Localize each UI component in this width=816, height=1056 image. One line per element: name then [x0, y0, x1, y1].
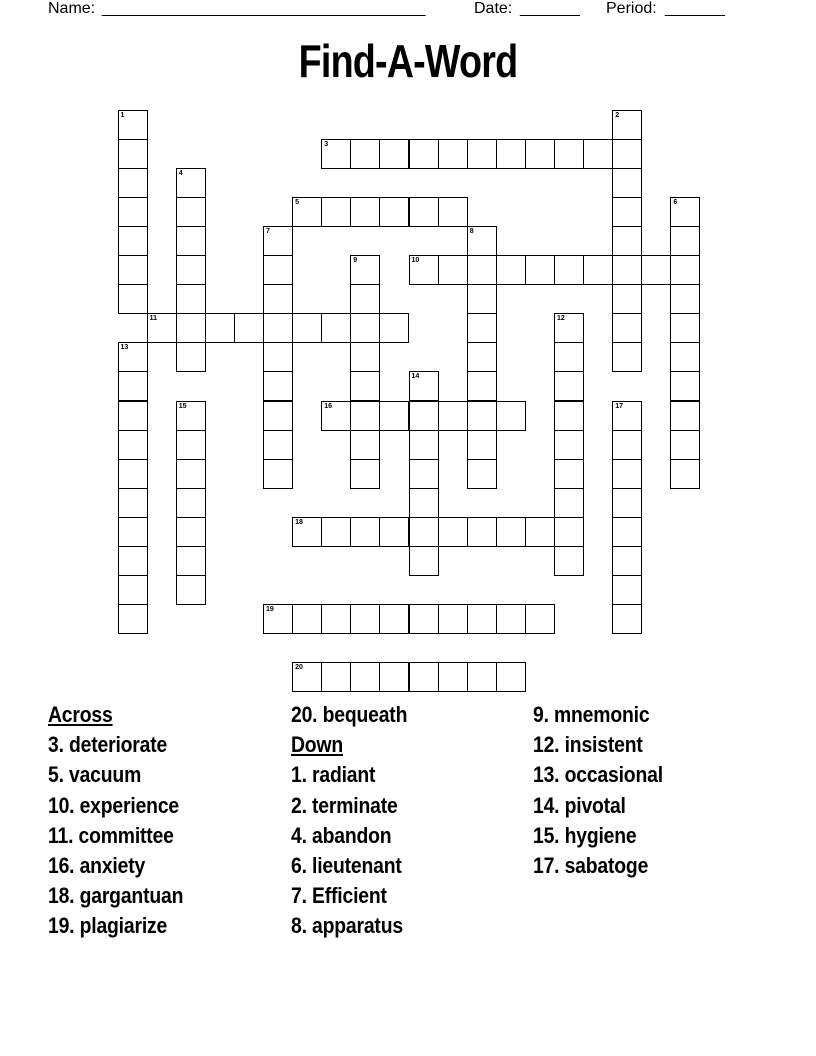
crossword-cell[interactable] — [409, 488, 439, 518]
crossword-cell[interactable] — [670, 255, 700, 285]
clue-down: 9. mnemonic — [533, 702, 650, 727]
crossword-cell[interactable] — [118, 197, 148, 227]
crossword-cell[interactable] — [612, 255, 642, 285]
name-label: Name: — [48, 0, 96, 17]
crossword-cell[interactable] — [263, 371, 293, 401]
crossword-cell[interactable] — [554, 371, 584, 401]
crossword-cell[interactable] — [176, 313, 206, 343]
page-title: Find-A-Word — [298, 35, 518, 87]
crossword-cell[interactable] — [612, 401, 642, 431]
crossword-cell[interactable] — [554, 139, 584, 169]
crossword-cell[interactable] — [409, 139, 439, 169]
crossword-cell[interactable] — [321, 517, 351, 547]
crossword-cell[interactable] — [554, 517, 584, 547]
crossword-cell[interactable] — [118, 459, 148, 489]
crossword-cell[interactable] — [525, 604, 555, 634]
crossword-cell[interactable] — [612, 459, 642, 489]
clue-number: 14 — [411, 373, 420, 381]
crossword-cell[interactable] — [379, 313, 409, 343]
crossword-cell[interactable] — [496, 662, 526, 692]
clue-number: 17 — [615, 402, 623, 410]
crossword-cell[interactable] — [670, 459, 700, 489]
crossword-cell[interactable] — [118, 401, 148, 431]
crossword-cell[interactable] — [118, 430, 148, 460]
crossword-cell[interactable] — [118, 575, 148, 605]
crossword-cell[interactable] — [612, 488, 642, 518]
crossword-cell[interactable] — [176, 459, 206, 489]
crossword-cell[interactable] — [670, 342, 700, 372]
crossword-cell[interactable] — [612, 313, 642, 343]
clue-across: 18. gargantuan — [48, 883, 184, 909]
crossword-cell[interactable] — [438, 604, 468, 634]
crossword-cell[interactable] — [641, 255, 671, 285]
crossword-cell[interactable] — [321, 139, 351, 169]
crossword-cell[interactable] — [438, 517, 468, 547]
crossword-cell[interactable] — [176, 401, 206, 431]
crossword-cell[interactable] — [350, 255, 380, 285]
crossword-cell[interactable] — [350, 459, 380, 489]
crossword-cell[interactable] — [467, 459, 497, 489]
crossword-cell[interactable] — [670, 313, 700, 343]
crossword-cell[interactable] — [176, 517, 206, 547]
clue-number: 8 — [469, 227, 474, 235]
clue-number: 12 — [557, 315, 565, 323]
crossword-cell[interactable] — [670, 401, 700, 431]
name-blank: ______________________________________ — [102, 0, 425, 17]
crossword-cell[interactable] — [350, 371, 380, 401]
crossword-cell[interactable] — [118, 139, 148, 169]
crossword-cell[interactable] — [118, 342, 148, 372]
crossword-cell[interactable] — [467, 139, 497, 169]
crossword-cell[interactable] — [350, 662, 380, 692]
clue-number: 6 — [673, 198, 678, 206]
crossword-cell[interactable] — [234, 313, 264, 343]
crossword-cell[interactable] — [350, 604, 380, 634]
clue-down: 6. lieutenant — [291, 853, 402, 879]
crossword-cell[interactable] — [118, 371, 148, 401]
crossword-cell[interactable] — [409, 517, 439, 547]
clue-number: 9 — [353, 257, 358, 264]
crossword-cell[interactable] — [467, 371, 497, 401]
crossword-cell[interactable] — [554, 313, 584, 343]
crossword-cell[interactable] — [612, 197, 642, 227]
crossword-cell[interactable] — [612, 139, 642, 169]
crossword-cell[interactable] — [292, 517, 322, 547]
crossword-cell[interactable] — [350, 197, 380, 227]
clue-across: 11. committee — [48, 822, 174, 848]
clue-number: 16 — [324, 402, 332, 410]
crossword-cell[interactable] — [467, 255, 497, 285]
crossword-cell[interactable] — [525, 139, 555, 169]
clue-down: 17. sabatoge — [533, 853, 649, 879]
clue-down: 15. hygiene — [533, 822, 637, 848]
crossword-cell[interactable] — [583, 255, 613, 285]
crossword-cell[interactable] — [263, 430, 293, 460]
crossword-cell[interactable] — [496, 255, 526, 285]
crossword-cell[interactable] — [321, 604, 351, 634]
crossword-cell[interactable] — [554, 459, 584, 489]
crossword-cell[interactable] — [379, 517, 409, 547]
crossword-cell[interactable] — [263, 401, 293, 431]
crossword-cell[interactable] — [350, 342, 380, 372]
clue-down: 4. abandon — [291, 822, 392, 848]
crossword-cell[interactable] — [379, 139, 409, 169]
crossword-cell[interactable] — [350, 430, 380, 460]
crossword-cell[interactable] — [350, 517, 380, 547]
crossword-cell[interactable] — [583, 139, 613, 169]
crossword-cell[interactable] — [612, 575, 642, 605]
clue-number: 18 — [295, 518, 303, 526]
crossword-cell[interactable] — [438, 255, 468, 285]
crossword-cell[interactable] — [612, 226, 642, 256]
clue-number: 3 — [324, 140, 329, 148]
crossword-cell[interactable] — [409, 459, 439, 489]
crossword-cell[interactable] — [118, 604, 148, 634]
crossword-cell[interactable] — [409, 401, 439, 431]
crossword-cell[interactable] — [118, 255, 148, 285]
crossword-cell[interactable] — [176, 284, 206, 314]
crossword-cell[interactable] — [409, 430, 439, 460]
crossword-cell[interactable] — [525, 517, 555, 547]
crossword-cell[interactable] — [467, 604, 497, 634]
crossword-cell[interactable] — [147, 313, 177, 343]
crossword-cell[interactable] — [554, 401, 584, 431]
clue-number: 11 — [149, 315, 157, 323]
clue-down: 2. terminate — [291, 792, 398, 818]
period-blank: _______ — [665, 0, 725, 17]
crossword-cell[interactable] — [554, 342, 584, 372]
clue-across: 10. experience — [48, 792, 179, 818]
crossword-cell[interactable] — [292, 197, 322, 227]
crossword-cell[interactable] — [467, 284, 497, 314]
crossword-cell[interactable] — [438, 401, 468, 431]
crossword-cell[interactable] — [670, 371, 700, 401]
clue-number: 13 — [120, 344, 129, 352]
clue-column-2 — [291, 700, 423, 942]
crossword-cell[interactable] — [350, 284, 380, 314]
crossword-cell[interactable] — [176, 197, 206, 227]
crossword-cell[interactable] — [118, 226, 148, 256]
crossword-cell[interactable] — [263, 459, 293, 489]
clue-number: 19 — [266, 606, 274, 614]
crossword-cell[interactable] — [118, 284, 148, 314]
across-heading: Across — [48, 702, 113, 727]
clue-down: 14. pivotal — [533, 792, 626, 818]
crossword-cell[interactable] — [612, 546, 642, 576]
crossword-cell[interactable] — [409, 197, 439, 227]
crossword-cell[interactable] — [409, 371, 439, 401]
crossword-cell[interactable] — [496, 139, 526, 169]
date-label: Date: — [474, 0, 513, 17]
crossword-cell[interactable] — [379, 604, 409, 634]
crossword-cell[interactable] — [118, 110, 148, 140]
crossword-cell[interactable] — [263, 313, 293, 343]
crossword-cell[interactable] — [612, 430, 642, 460]
crossword-cell[interactable] — [350, 139, 380, 169]
crossword-cell[interactable] — [438, 139, 468, 169]
clue-across: 19. plagiarize — [48, 913, 168, 939]
clue-down: 8. apparatus — [291, 913, 403, 939]
clue-across: 20. bequeath — [291, 702, 408, 727]
crossword-cell[interactable] — [176, 546, 206, 576]
clue-down: 12. insistent — [533, 732, 643, 758]
crossword-cell[interactable] — [263, 284, 293, 314]
crossword-cell[interactable] — [409, 604, 439, 634]
crossword-cell[interactable] — [292, 604, 322, 634]
period-label: Period: — [606, 0, 657, 17]
date-blank: _______ — [520, 0, 580, 17]
crossword-cell[interactable] — [554, 255, 584, 285]
crossword-cell[interactable] — [118, 517, 148, 547]
clue-number: 5 — [295, 198, 299, 206]
crossword-cell[interactable] — [176, 575, 206, 605]
clue-number: 4 — [178, 169, 183, 177]
crossword-cell[interactable] — [670, 197, 700, 227]
crossword-cell[interactable] — [321, 313, 351, 343]
clue-column-1 — [48, 700, 202, 942]
crossword-cell[interactable] — [554, 430, 584, 460]
crossword-cell[interactable] — [496, 517, 526, 547]
crossword-cell[interactable] — [409, 546, 439, 576]
crossword-cell[interactable] — [612, 604, 642, 634]
crossword-cell[interactable] — [350, 313, 380, 343]
crossword-cell[interactable] — [292, 662, 322, 692]
down-heading: Down — [291, 732, 343, 758]
crossword-cell[interactable] — [205, 313, 235, 343]
crossword-cell[interactable] — [321, 197, 351, 227]
clue-number: 2 — [615, 111, 620, 119]
crossword-cell[interactable] — [612, 517, 642, 547]
crossword-cell[interactable] — [409, 255, 439, 285]
crossword-cell[interactable] — [438, 662, 468, 692]
crossword-cell[interactable] — [554, 546, 584, 576]
crossword-cell[interactable] — [612, 342, 642, 372]
clue-number: 7 — [266, 227, 270, 235]
crossword-cell[interactable] — [496, 604, 526, 634]
clue-across: 5. vacuum — [48, 762, 142, 788]
crossword-cell[interactable] — [670, 430, 700, 460]
crossword-cell[interactable] — [176, 488, 206, 518]
crossword-cell[interactable] — [321, 401, 351, 431]
crossword-cell[interactable] — [350, 401, 380, 431]
crossword-cell[interactable] — [292, 313, 322, 343]
clue-number: 1 — [120, 111, 125, 119]
crossword-cell[interactable] — [379, 197, 409, 227]
crossword-cell[interactable] — [379, 401, 409, 431]
clue-number: 20 — [295, 664, 303, 672]
crossword-cell[interactable] — [467, 662, 497, 692]
crossword-cell[interactable] — [176, 255, 206, 285]
crossword-cell[interactable] — [176, 430, 206, 460]
crossword-cell[interactable] — [467, 430, 497, 460]
crossword-cell[interactable] — [118, 168, 148, 198]
crossword-cell[interactable] — [321, 662, 351, 692]
crossword-cell[interactable] — [263, 255, 293, 285]
clue-down: 7. Efficient — [291, 883, 387, 909]
crossword-cell[interactable] — [438, 197, 468, 227]
crossword-cell[interactable] — [467, 226, 497, 256]
clue-number: 10 — [411, 257, 420, 264]
crossword-cell[interactable] — [612, 168, 642, 198]
crossword-cell[interactable] — [176, 226, 206, 256]
crossword-cell[interactable] — [467, 401, 497, 431]
crossword-cell[interactable] — [409, 662, 439, 692]
crossword-cell[interactable] — [118, 546, 148, 576]
clue-across: 3. deteriorate — [48, 732, 168, 758]
crossword-cell[interactable] — [467, 517, 497, 547]
crossword-cell[interactable] — [467, 313, 497, 343]
crossword-cell[interactable] — [263, 226, 293, 256]
crossword-cell[interactable] — [263, 604, 293, 634]
crossword-cell[interactable] — [554, 488, 584, 518]
crossword-cell[interactable] — [176, 342, 206, 372]
clue-down: 1. radiant — [291, 762, 376, 788]
clue-column-3 — [533, 700, 681, 881]
crossword-cell[interactable] — [263, 342, 293, 372]
crossword-cell[interactable] — [670, 226, 700, 256]
clue-number: 15 — [178, 402, 187, 410]
clue-across: 16. anxiety — [48, 853, 146, 879]
crossword-cell[interactable] — [176, 168, 206, 198]
crossword-cell[interactable] — [467, 342, 497, 372]
crossword-cell[interactable] — [670, 284, 700, 314]
crossword-cell[interactable] — [118, 488, 148, 518]
crossword-cell[interactable] — [525, 255, 555, 285]
clue-down: 13. occasional — [533, 762, 663, 788]
crossword-cell[interactable] — [379, 662, 409, 692]
crossword-cell[interactable] — [496, 401, 526, 431]
crossword-cell[interactable] — [612, 110, 642, 140]
crossword-cell[interactable] — [612, 284, 642, 314]
